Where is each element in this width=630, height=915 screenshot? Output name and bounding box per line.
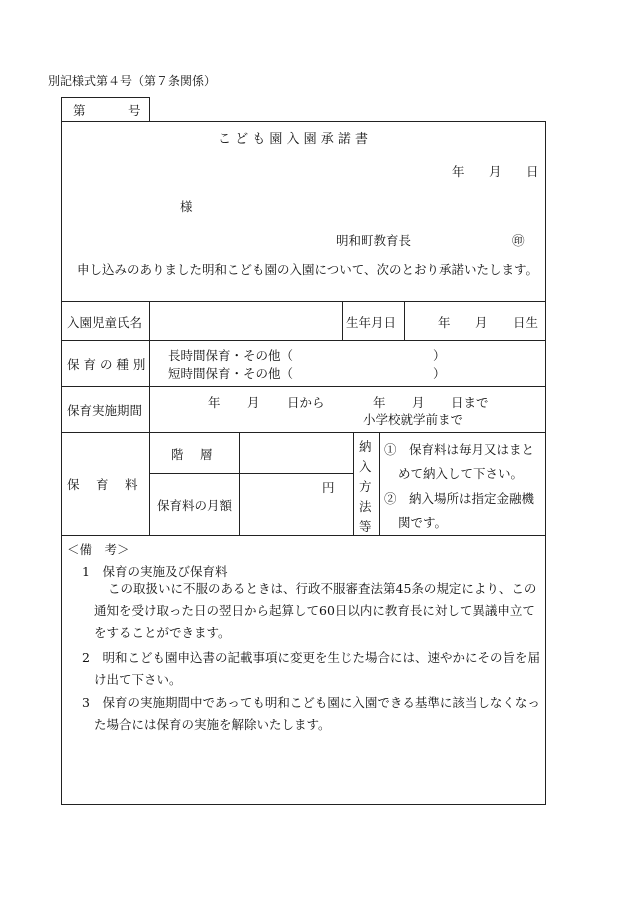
birth-day: 日生 [513, 315, 539, 330]
remark-1-body: この取扱いに不服のあるときは、行政不服審査法第45条の規定により、この通知を受け取った日の翌日から起算して60日以内に教育長に対して異議申立てをすることができます。 [94, 581, 537, 640]
birth-date-label: 生年月日 [346, 315, 397, 330]
method-char: 方 [359, 479, 372, 494]
method-char: 納 [359, 439, 372, 454]
date-day: 日 [526, 164, 539, 179]
issuer-name: 明和町教育長 [336, 233, 412, 248]
fee-yen: 円 [322, 480, 335, 495]
document-title: こ ど も 園 入 園 承 諾 書 [218, 132, 369, 147]
fee-label: 保 育 料 [67, 477, 138, 492]
period-from-day: 日から [287, 395, 325, 410]
fee-monthly-label: 保育料の月額 [157, 498, 233, 513]
seal-mark: ㊞ [512, 233, 525, 248]
care-type-short-close: ） [433, 366, 446, 381]
remark-3: 3 保育の実施期間中であっても明和こども園に入園できる基準に該当しなくなった場合には保育の実施を解除いたします。 [82, 695, 540, 732]
method-char: 入 [359, 459, 372, 474]
method-line: めて納入して下さい。 [398, 466, 524, 481]
birth-month: 月 [475, 315, 488, 330]
period-note: 小学校就学前まで [363, 412, 464, 427]
remarks-header: ＜備 考＞ [67, 542, 130, 557]
care-type-long-close: ） [433, 348, 446, 363]
date-month: 月 [489, 164, 502, 179]
care-type-label: 保 育 の 種 別 [67, 357, 146, 372]
method-char: 法 [359, 499, 372, 514]
period-label: 保育実施期間 [67, 403, 143, 418]
addressee-suffix: 様 [180, 199, 193, 214]
remark-1-title: 1 保育の実施及び保育料 [82, 564, 228, 579]
method-line: 関です。 [398, 515, 448, 530]
care-type-long: 長時間保育・その他（ [168, 348, 294, 363]
care-type-short: 短時間保育・その他（ [168, 366, 294, 381]
number-dai: 第 [73, 103, 86, 118]
method-char: 等 [359, 519, 372, 534]
period-to-day: 日まで [451, 395, 489, 410]
remark-2: 2 明和こども園申込書の記載事項に変更を生じた場合には、速やかにその旨を届け出て下さい。 [82, 650, 540, 687]
period-from-year: 年 [208, 395, 221, 410]
form-label: 別記様式第４号（第７条関係） [48, 74, 217, 88]
date-year: 年 [452, 164, 465, 179]
child-name-label: 入園児童氏名 [67, 315, 143, 330]
fee-tier-label: 階 層 [171, 447, 213, 462]
period-to-year: 年 [373, 395, 386, 410]
birth-year: 年 [438, 315, 451, 330]
method-line: ① 保育料は毎月又はまと [384, 442, 535, 457]
intro-text: 申し込みのありました明和こども園の入園について、次のとおり承諾いたします。 [77, 262, 539, 277]
period-from-month: 月 [247, 395, 260, 410]
period-to-month: 月 [412, 395, 425, 410]
number-go: 号 [128, 103, 141, 118]
method-line: ② 納入場所は指定金融機 [384, 491, 535, 506]
